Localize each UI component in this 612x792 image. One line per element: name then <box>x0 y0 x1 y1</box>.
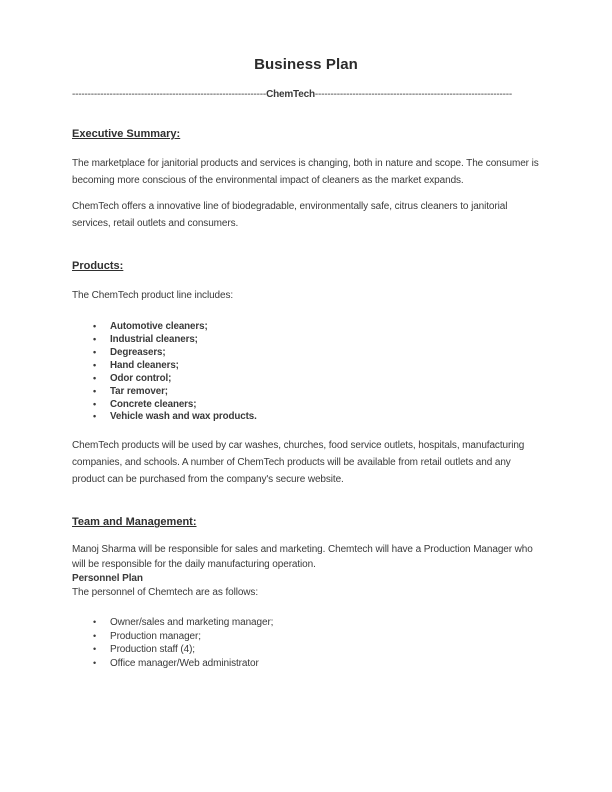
divider-line <box>72 89 540 100</box>
team-text-block <box>72 543 540 600</box>
heading-products: Products: <box>72 260 124 272</box>
bullet-icon <box>93 386 110 398</box>
products-intro: The ChemTech product line includes: <box>72 290 234 301</box>
list-item-text: Degreasers; <box>110 346 166 358</box>
list-item <box>93 347 540 360</box>
list-item <box>93 321 540 334</box>
executive-summary-paragraph-1: The marketplace for janitorial products and services is changing, both in nature and scope. The consumer is becoming more conscious of the environmental impact of cleaners as the market expands. <box>72 158 539 186</box>
list-item <box>93 630 540 644</box>
bullet-icon <box>93 373 110 385</box>
list-item-text: Tar remover; <box>110 385 168 397</box>
bullet-icon <box>93 616 110 628</box>
bullet-icon <box>93 630 110 642</box>
divider-right-dashes: --------------------------------------------------------------- <box>314 89 513 100</box>
heading-executive-summary: Executive Summary: <box>72 128 181 140</box>
list-item <box>93 657 540 671</box>
personnel-bullet-list <box>93 616 540 670</box>
products-outro: ChemTech products will be used by car washes, churches, food service outlets, hospitals, manufacturing companies, and schools. A number of ChemTech products will be available from retail outlets and any product can be purchased from the company's secure website. <box>72 440 525 486</box>
list-item-text: Production manager; <box>110 630 201 642</box>
bullet-icon <box>93 347 110 359</box>
personnel-intro: The personnel of Chemtech are as follows: <box>72 586 258 598</box>
section-executive-summary <box>72 128 540 232</box>
section-team-and-management <box>72 516 540 670</box>
executive-summary-paragraph-2: ChemTech offers a innovative line of biodegradable, environmentally safe, citrus cleaners to janitorial services, retail outlets and consumers. <box>72 201 508 229</box>
list-item-text: Automotive cleaners; <box>110 321 208 332</box>
products-bullet-list <box>93 321 540 424</box>
bullet-icon <box>93 643 110 655</box>
list-item <box>93 411 540 424</box>
list-item-text: Vehicle wash and wax products. <box>110 411 257 423</box>
section-products <box>72 260 540 488</box>
bullet-icon <box>93 334 110 346</box>
bullet-icon <box>93 657 110 669</box>
list-item-text: Industrial cleaners; <box>110 333 198 345</box>
bullet-icon <box>93 321 110 333</box>
list-item <box>93 334 540 347</box>
divider-company-label: ChemTech <box>266 89 315 100</box>
list-item <box>93 399 540 412</box>
personnel-plan-heading: Personnel Plan <box>72 572 143 584</box>
list-item-text: Owner/sales and marketing manager; <box>110 617 274 629</box>
heading-team-and-management: Team and Management: <box>72 516 197 529</box>
bullet-icon <box>93 411 110 423</box>
list-item <box>93 360 540 373</box>
team-paragraph: Manoj Sharma will be responsible for sales and marketing. Chemtech will have a Production Manager who will be responsible for the daily manufacturing operation. <box>72 544 533 570</box>
list-item-text: Odor control; <box>110 372 172 384</box>
list-item <box>93 643 540 657</box>
list-item <box>93 616 540 630</box>
divider-left-dashes: -------------------------------------------------------------- <box>72 89 267 100</box>
bullet-icon <box>93 360 110 372</box>
list-item <box>93 386 540 399</box>
bullet-icon <box>93 399 110 411</box>
document-title: Business Plan <box>254 56 358 73</box>
list-item-text: Concrete cleaners; <box>110 398 197 410</box>
list-item-text: Office manager/Web administrator <box>110 657 259 669</box>
list-item-text: Hand cleaners; <box>110 359 179 371</box>
list-item <box>93 373 540 386</box>
list-item-text: Production staff (4); <box>110 644 195 656</box>
